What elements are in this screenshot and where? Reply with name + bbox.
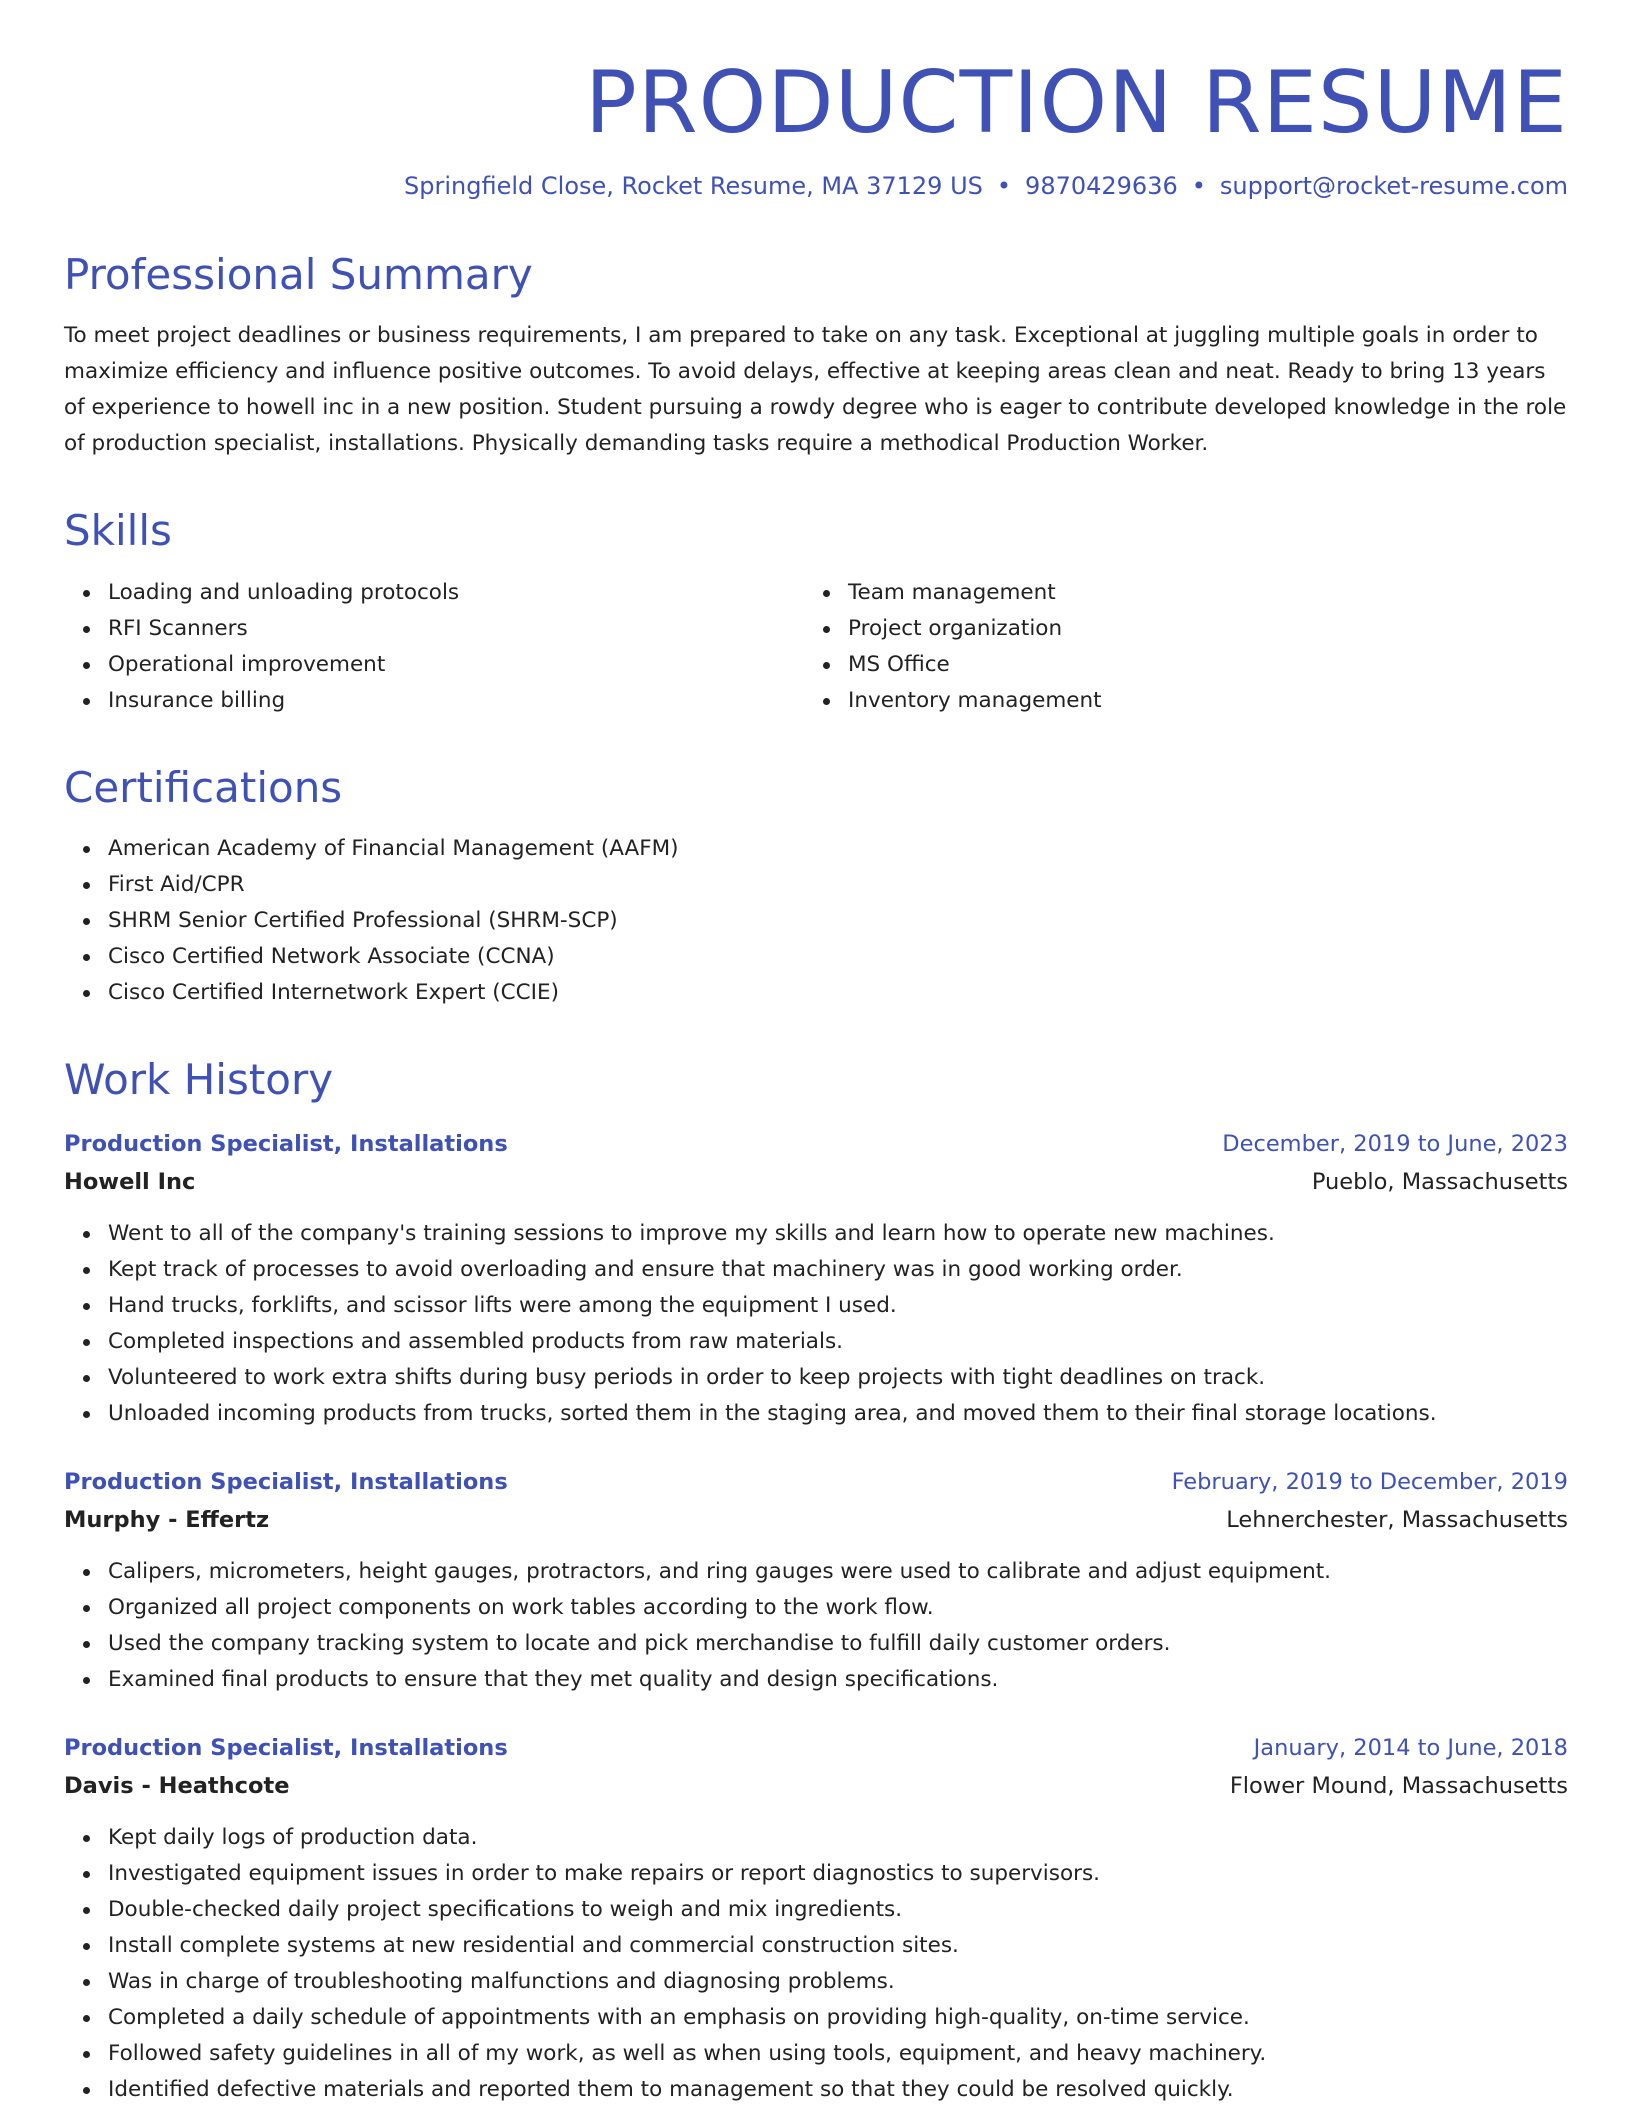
job-bullets	[64, 1216, 1568, 1432]
section-title-work-history: Work History	[64, 1055, 334, 1105]
job-company-row	[64, 1162, 1568, 1202]
job-location: Pueblo, Massachusetts	[1311, 1168, 1568, 1195]
job-company-row	[64, 1500, 1568, 1540]
work-history-section	[64, 1055, 1568, 2107]
skill-item: Inventory management	[848, 683, 1544, 719]
certification-item: Cisco Certified Network Associate (CCNA)	[108, 939, 1568, 975]
skills-list-left	[64, 575, 804, 719]
job-company-row	[64, 1766, 1568, 1806]
job-bullets	[64, 1820, 1568, 2108]
section-title-certifications: Certifications	[64, 762, 343, 812]
contact-line	[64, 171, 1568, 202]
contact-address: Springfield Close, Rocket Resume, MA 37129 US	[404, 171, 983, 200]
contact-phone: 9870429636	[1025, 171, 1178, 200]
summary-text: To meet project deadlines or business requirements, I am prepared to take on any task. Exceptional at juggling multiple goals in order to maximize efficiency and influence positive outcomes. To avoid delays, effective at keeping areas clean and neat. Ready to bring 13 years of experience to howell inc in a new position. Student pursuing a rowdy degree who is eager to contribute developed knowledge in the role of production specialist, installations. Physically demanding tasks require a methodical Production Worker.	[64, 323, 1567, 457]
skills-column-right	[804, 575, 1544, 719]
job-bullet: Kept track of processes to avoid overloading and ensure that machinery was in good working order.	[108, 1252, 1568, 1288]
resume-header	[64, 54, 1568, 202]
section-title-summary: Professional Summary	[64, 250, 533, 300]
job-title: Production Specialist, Installations	[64, 1468, 508, 1495]
skills-columns	[64, 575, 1568, 719]
resume-name: PRODUCTION RESUME	[585, 53, 1568, 153]
skill-item: RFI Scanners	[108, 611, 804, 647]
job-bullet: Kept daily logs of production data.	[108, 1820, 1568, 1856]
job-bullet: Install complete systems at new residential and commercial construction sites.	[108, 1928, 1568, 1964]
job-bullet: Used the company tracking system to locate and pick merchandise to fulfill daily customer orders.	[108, 1626, 1568, 1662]
job-bullet: Completed a daily schedule of appointments with an emphasis on providing high-quality, on-time service.	[108, 2000, 1568, 2036]
skill-item: Insurance billing	[108, 683, 804, 719]
job-entry	[64, 1126, 1568, 1432]
job-bullets	[64, 1554, 1568, 1698]
job-company: Murphy - Effertz	[64, 1506, 270, 1533]
job-bullet: Calipers, micrometers, height gauges, protractors, and ring gauges were used to calibrate and adjust equipment.	[108, 1554, 1568, 1590]
job-bullet: Followed safety guidelines in all of my work, as well as when using tools, equipment, and heavy machinery.	[108, 2036, 1568, 2072]
skills-list-right	[804, 575, 1544, 719]
certification-item: SHRM Senior Certified Professional (SHRM-SCP)	[108, 903, 1568, 939]
job-bullet: Examined final products to ensure that they met quality and design specifications.	[108, 1662, 1568, 1698]
certification-item: Cisco Certified Internetwork Expert (CCIE)	[108, 975, 1568, 1011]
job-title-row	[64, 1464, 1568, 1500]
job-title: Production Specialist, Installations	[64, 1734, 508, 1761]
job-dates: February, 2019 to December, 2019	[1171, 1468, 1568, 1495]
skills-column-left	[64, 575, 804, 719]
job-entry	[64, 1464, 1568, 1698]
certification-item: First Aid/CPR	[108, 867, 1568, 903]
certifications-section	[64, 763, 1568, 1011]
skill-item: Team management	[848, 575, 1544, 611]
job-bullet: Unloaded incoming products from trucks, sorted them in the staging area, and moved them to their final storage locations.	[108, 1396, 1568, 1432]
job-dates: December, 2019 to June, 2023	[1222, 1130, 1568, 1157]
certification-item: American Academy of Financial Management (AAFM)	[108, 831, 1568, 867]
job-entry	[64, 1730, 1568, 2108]
job-dates: January, 2014 to June, 2018	[1253, 1734, 1568, 1761]
skill-item: Operational improvement	[108, 647, 804, 683]
contact-email: support@rocket-resume.com	[1219, 171, 1568, 200]
job-bullet: Double-checked daily project specifications to weigh and mix ingredients.	[108, 1892, 1568, 1928]
job-bullet: Volunteered to work extra shifts during busy periods in order to keep projects with tight deadlines on track.	[108, 1360, 1568, 1396]
job-location: Flower Mound, Massachusetts	[1229, 1772, 1568, 1799]
section-title-skills: Skills	[64, 506, 172, 556]
job-title-row	[64, 1730, 1568, 1766]
contact-separator: •	[996, 171, 1012, 200]
job-bullet: Was in charge of troubleshooting malfunctions and diagnosing problems.	[108, 1964, 1568, 2000]
summary-section	[64, 250, 1568, 462]
job-company: Davis - Heathcote	[64, 1772, 290, 1799]
job-title: Production Specialist, Installations	[64, 1130, 508, 1157]
job-title-row	[64, 1126, 1568, 1162]
job-bullet: Organized all project components on work tables according to the work flow.	[108, 1590, 1568, 1626]
certifications-list	[64, 831, 1568, 1011]
job-bullet: Hand trucks, forklifts, and scissor lifts were among the equipment I used.	[108, 1288, 1568, 1324]
skill-item: MS Office	[848, 647, 1544, 683]
job-bullet: Went to all of the company's training sessions to improve my skills and learn how to operate new machines.	[108, 1216, 1568, 1252]
skill-item: Project organization	[848, 611, 1544, 647]
job-bullet: Completed inspections and assembled products from raw materials.	[108, 1324, 1568, 1360]
job-location: Lehnerchester, Massachusetts	[1226, 1506, 1568, 1533]
job-bullet: Identified defective materials and reported them to management so that they could be resolved quickly.	[108, 2072, 1568, 2108]
skill-item: Loading and unloading protocols	[108, 575, 804, 611]
skills-section	[64, 506, 1568, 718]
job-company: Howell Inc	[64, 1168, 196, 1195]
job-bullet: Investigated equipment issues in order to make repairs or report diagnostics to supervisors.	[108, 1856, 1568, 1892]
contact-separator: •	[1191, 171, 1206, 200]
